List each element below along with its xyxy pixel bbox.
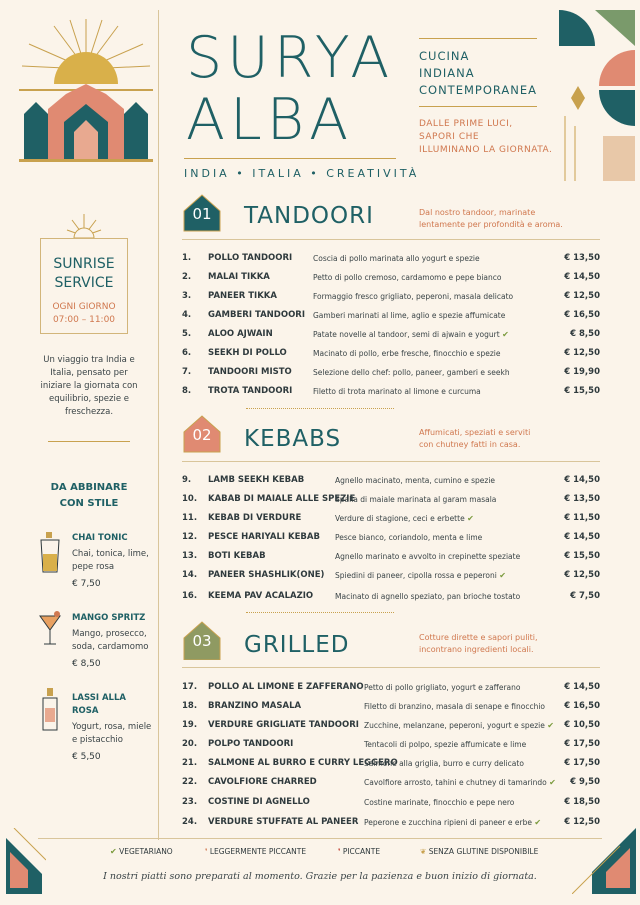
cuisine-description: [419, 48, 537, 99]
item-number: 10.: [182, 494, 198, 504]
item-price: € 11,50: [564, 513, 600, 523]
item-number: 8.: [182, 386, 192, 396]
item-name: VERDURE STUFFATE AL PANEER: [208, 817, 359, 827]
section-rule: [182, 461, 600, 462]
item-description: Coscia di pollo marinata allo yogurt e spezie: [313, 254, 480, 263]
item-name: KEEMA PAV ACALAZIO: [208, 591, 314, 601]
cucina-rule: [419, 38, 537, 39]
item-description: Spalla di maiale marinata al garam masala: [335, 495, 497, 504]
menu-item-row: [182, 344, 600, 362]
item-description: [313, 330, 509, 339]
slogan-line: DALLE PRIME LUCI,: [419, 119, 513, 129]
item-price: € 12,50: [564, 817, 600, 827]
item-description: Gamberi marinati al lime, aglio e spezie affumicate: [313, 311, 506, 320]
pairing-title: [48, 480, 130, 512]
item-description: [364, 818, 541, 827]
section-description-line: Cotture dirette e sapori puliti,: [419, 633, 538, 642]
item-number: 13.: [182, 551, 198, 561]
item-number: 16.: [182, 591, 198, 601]
menu-item-row: [182, 773, 600, 791]
item-description-text: Peperone e zucchina ripieni di paneer e erbe: [364, 818, 532, 827]
item-description: Tentacoli di polpo, spezie affumicate e lime: [364, 740, 527, 749]
sunrise-days: OGNI GIORNO: [52, 302, 116, 312]
item-number: 20.: [182, 739, 198, 749]
menu-item-row: [182, 268, 600, 286]
item-price: € 14,50: [564, 272, 600, 282]
cucina-rule-bottom: [419, 106, 537, 107]
item-description: Petto di pollo cremoso, cardamomo e pepe bianco: [313, 273, 502, 282]
vegetarian-leaf-icon: ✔: [547, 721, 554, 730]
drink-description: Mango, prosecco, soda, cardamomo: [72, 629, 149, 652]
drink-name: LASSI ALLA ROSA: [72, 693, 126, 716]
item-description-text: Verdure di stagione, ceci e erbette: [335, 514, 465, 523]
item-description: Agnello macinato, menta, cumino e spezie: [335, 476, 496, 485]
drink-item: [72, 692, 152, 764]
sunrise-time: 07:00 – 11:00: [52, 315, 116, 325]
item-name: COSTINE DI AGNELLO: [208, 797, 310, 807]
item-number: 22.: [182, 777, 198, 787]
item-number: 11.: [182, 513, 198, 523]
slogan-line: ILLUMINANO LA GIORNATA.: [419, 145, 553, 155]
menu-item-row: [182, 678, 600, 696]
section-divider: [246, 612, 394, 614]
item-price: € 17,50: [564, 758, 600, 768]
menu-item-row: [182, 287, 600, 305]
item-price: € 13,50: [564, 494, 600, 504]
menu-item-row: [182, 587, 600, 605]
item-price: € 14,50: [564, 532, 600, 542]
legend-label: VEGETARIANO: [119, 847, 173, 856]
section-title: TANDOORI: [244, 203, 374, 229]
section-number: 03: [192, 632, 212, 650]
section-rule: [182, 667, 600, 668]
item-number: 17.: [182, 682, 198, 692]
sunrise-title-line: SUNRISE: [53, 256, 115, 272]
item-number: 19.: [182, 720, 198, 730]
item-price: € 16,50: [564, 310, 600, 320]
item-name: PANEER TIKKA: [208, 291, 277, 301]
vegetarian-leaf-icon: ✔: [499, 571, 506, 580]
drink-description: Yogurt, rosa, miele e pistacchio: [72, 722, 152, 745]
item-name: BOTI KEBAB: [208, 551, 266, 561]
intro-rule: [48, 441, 130, 442]
item-description: Macinato di agnello speziato, pan brioche tostato: [335, 592, 521, 601]
pairing-title-line: DA ABBINARE: [50, 482, 128, 493]
brand-name-line1: SURYA: [186, 25, 395, 91]
legend-vegetarian: [110, 847, 173, 856]
cocktail-glass-icon: [38, 606, 62, 650]
item-number: 4.: [182, 310, 192, 320]
menu-item-row: [182, 325, 600, 343]
small-sun-icon: [66, 212, 102, 238]
item-description: [335, 514, 474, 523]
item-description: Petto di pollo grigliato, yogurt e zafferano: [364, 683, 521, 692]
item-description: Formaggio fresco grigliato, peperoni, masala delicato: [313, 292, 514, 301]
item-name: SALMONE AL BURRO E CURRY LEGGERO: [208, 758, 398, 768]
section-rule: [182, 239, 600, 240]
item-name: GAMBERI TANDOORI: [208, 310, 306, 320]
item-number: 21.: [182, 758, 198, 768]
menu-item-row: [182, 382, 600, 400]
section-title: GRILLED: [244, 632, 350, 658]
drink-price: € 7,50: [72, 579, 101, 589]
menu-item-row: [182, 306, 600, 324]
item-description: Costine marinate, finocchio e pepe nero: [364, 798, 515, 807]
item-description: Selezione dello chef: pollo, paneer, gamberi e seekh: [313, 368, 510, 377]
section-description-line: lentamente per profondità e aroma.: [419, 220, 563, 229]
section-number: 02: [192, 426, 212, 444]
section-divider: [246, 408, 394, 410]
legend-label: PICCANTE: [342, 847, 381, 856]
item-number: 5.: [182, 329, 192, 339]
item-name: SEEKH DI POLLO: [208, 348, 287, 358]
item-name: PESCE HARIYALI KEBAB: [208, 532, 320, 542]
glass-tumbler-icon: [38, 530, 62, 574]
section-description-line: con chutney fatti in casa.: [419, 440, 521, 449]
item-description: Filetto di branzino, masala di senape e finocchio: [364, 702, 546, 711]
intro-text: Un viaggio tra India e Italia, pensato per iniziare la giornata con equilibrio, spezie e freschezza.: [40, 355, 138, 417]
menu-item-row: [182, 249, 600, 267]
item-description-text: Spiedini di paneer, cipolla rossa e peperoni: [335, 571, 497, 580]
item-price: € 18,50: [564, 797, 600, 807]
item-name: VERDURE GRIGLIATE TANDOORI: [208, 720, 359, 730]
item-description: Filetto di trota marinato al limone e curcuma: [313, 387, 481, 396]
vegetarian-leaf-icon: ✔: [549, 778, 556, 787]
section-description-line: Dal nostro tandoor, marinate: [419, 208, 536, 217]
cuisine-line: CUCINA: [419, 49, 470, 63]
menu-item-row: [182, 509, 600, 527]
item-number: 6.: [182, 348, 192, 358]
slogan: [419, 118, 552, 157]
chili-icon: ❜: [205, 847, 208, 856]
cuisine-line: INDIANA: [419, 66, 475, 80]
drink-price: € 5,50: [72, 752, 101, 762]
item-price: € 12,50: [564, 291, 600, 301]
wheat-icon: ❦: [420, 847, 427, 856]
item-number: 23.: [182, 797, 198, 807]
menu-item-row: [182, 813, 600, 831]
hot-chili-icon: ❜: [338, 847, 341, 856]
item-description-text: Patate novelle al tandoor, semi di ajwain e yogurt: [313, 330, 500, 339]
section-description: [419, 207, 563, 231]
section-description-line: Affumicati, speziati e serviti: [419, 428, 531, 437]
item-description: Agnello marinato e avvolto in crepinette speziate: [335, 552, 521, 561]
item-name: KEBAB DI VERDURE: [208, 513, 302, 523]
vegetarian-leaf-icon: ✔: [502, 330, 509, 339]
sun-palace-illustration: [14, 14, 159, 174]
menu-item-row: [182, 716, 600, 734]
item-price: € 17,50: [564, 739, 600, 749]
item-description: Macinato di pollo, erbe fresche, finocchio e spezie: [313, 349, 501, 358]
item-name: BRANZINO MASALA: [208, 701, 302, 711]
item-number: 2.: [182, 272, 192, 282]
brand-name-line2: ALBA: [186, 87, 354, 153]
drink-name: CHAI TONIC: [72, 533, 128, 543]
vegetarian-leaf-icon: ✔: [534, 818, 542, 827]
corner-ornament-right: [572, 828, 636, 894]
item-number: 24.: [182, 817, 198, 827]
section-title: KEBABS: [244, 426, 342, 452]
item-name: MALAI TIKKA: [208, 272, 270, 282]
item-description: [364, 778, 556, 787]
item-price: € 19,90: [564, 367, 600, 377]
sunrise-title-line: SERVICE: [54, 275, 114, 291]
item-price: € 15,50: [564, 551, 600, 561]
drink-price: € 8,50: [72, 659, 101, 669]
menu-item-row: [182, 471, 600, 489]
drink-item: [72, 532, 152, 591]
item-description: Pesce bianco, coriandolo, menta e lime: [335, 533, 483, 542]
menu-item-row: [182, 490, 600, 508]
item-name: LAMB SEEKH KEBAB: [208, 475, 305, 485]
item-number: 9.: [182, 475, 192, 485]
brand-rule: [184, 158, 396, 159]
menu-item-row: [182, 793, 600, 811]
item-price: € 15,50: [564, 386, 600, 396]
item-description-text: Zucchine, melanzane, peperoni, yogurt e spezie: [364, 721, 545, 730]
item-name: TANDOORI MISTO: [208, 367, 292, 377]
slogan-line: SAPORI CHE: [419, 132, 480, 142]
item-description: Salmone alla griglia, burro e curry delicato: [364, 759, 524, 768]
item-name: PANEER SHASHLIK(ONE): [208, 570, 325, 580]
legend-mild-spicy: [205, 847, 306, 856]
item-number: 18.: [182, 701, 198, 711]
drink-item: [72, 612, 152, 671]
item-name: POLLO TANDOORI: [208, 253, 293, 263]
legend-spicy: [338, 847, 380, 856]
drink-name: MANGO SPRITZ: [72, 613, 146, 623]
corner-ornament-left: [6, 828, 46, 894]
item-number: 1.: [182, 253, 192, 263]
menu-item-row: [182, 697, 600, 715]
pairing-title-line: CON STILE: [59, 498, 119, 509]
bottle-icon: [38, 686, 62, 732]
menu-item-row: [182, 735, 600, 753]
item-price: € 8,50: [570, 329, 600, 339]
item-description: [335, 571, 506, 580]
vegetarian-leaf-icon: ✔: [110, 847, 117, 856]
footer-note: I nostri piatti sono preparati al momento. Grazie per la pazienza e buon inizio di giornata.: [103, 871, 537, 882]
item-name: POLLO AL LIMONE E ZAFFERANO: [208, 682, 364, 692]
cuisine-line: CONTEMPORANEA: [419, 83, 538, 97]
item-price: € 12,50: [564, 570, 600, 580]
item-name: CAVOLFIORE CHARRED: [208, 777, 317, 787]
geometric-corner-illustration: [555, 6, 640, 186]
menu-item-row: [182, 528, 600, 546]
section-number: 01: [192, 205, 212, 223]
item-name: KABAB DI MAIALE ALLE SPEZIE: [208, 494, 356, 504]
item-price: € 13,50: [564, 253, 600, 263]
section-description-line: incontrano ingredienti locali.: [419, 645, 534, 654]
sunrise-service-box: [40, 238, 128, 334]
legend-gluten-free: [420, 847, 538, 856]
sunrise-hours: [41, 301, 127, 327]
brand-tagline: INDIA • ITALIA • CREATIVITÀ: [184, 167, 420, 180]
vegetarian-leaf-icon: ✔: [467, 514, 474, 523]
item-price: € 14,50: [564, 475, 600, 485]
item-number: 7.: [182, 367, 192, 377]
item-price: € 14,50: [564, 682, 600, 692]
item-number: 12.: [182, 532, 198, 542]
item-price: € 12,50: [564, 348, 600, 358]
legend-label: SENZA GLUTINE DISPONIBILE: [428, 847, 539, 856]
item-number: 14.: [182, 570, 198, 580]
section-description: [419, 632, 538, 656]
sunrise-title: [41, 255, 127, 293]
item-price: € 16,50: [564, 701, 600, 711]
legend-label: LEGGERMENTE PICCANTE: [209, 847, 307, 856]
item-name: TROTA TANDOORI: [208, 386, 293, 396]
item-price: € 9,50: [570, 777, 600, 787]
drink-description: Chai, tonica, lime, pepe rosa: [72, 549, 149, 572]
item-price: € 7,50: [570, 591, 600, 601]
item-price: € 10,50: [564, 720, 600, 730]
menu-item-row: [182, 566, 600, 584]
menu-item-row: [182, 363, 600, 381]
item-description-text: Cavolfiore arrosto, tahini e chutney di tamarindo: [364, 778, 547, 787]
section-description: [419, 427, 530, 451]
menu-item-row: [182, 754, 600, 772]
item-number: 3.: [182, 291, 192, 301]
menu-item-row: [182, 547, 600, 565]
item-name: POLPO TANDOORI: [208, 739, 294, 749]
item-description: [364, 721, 554, 730]
item-name: ALOO AJWAIN: [208, 329, 273, 339]
legend-rule: [38, 838, 602, 839]
